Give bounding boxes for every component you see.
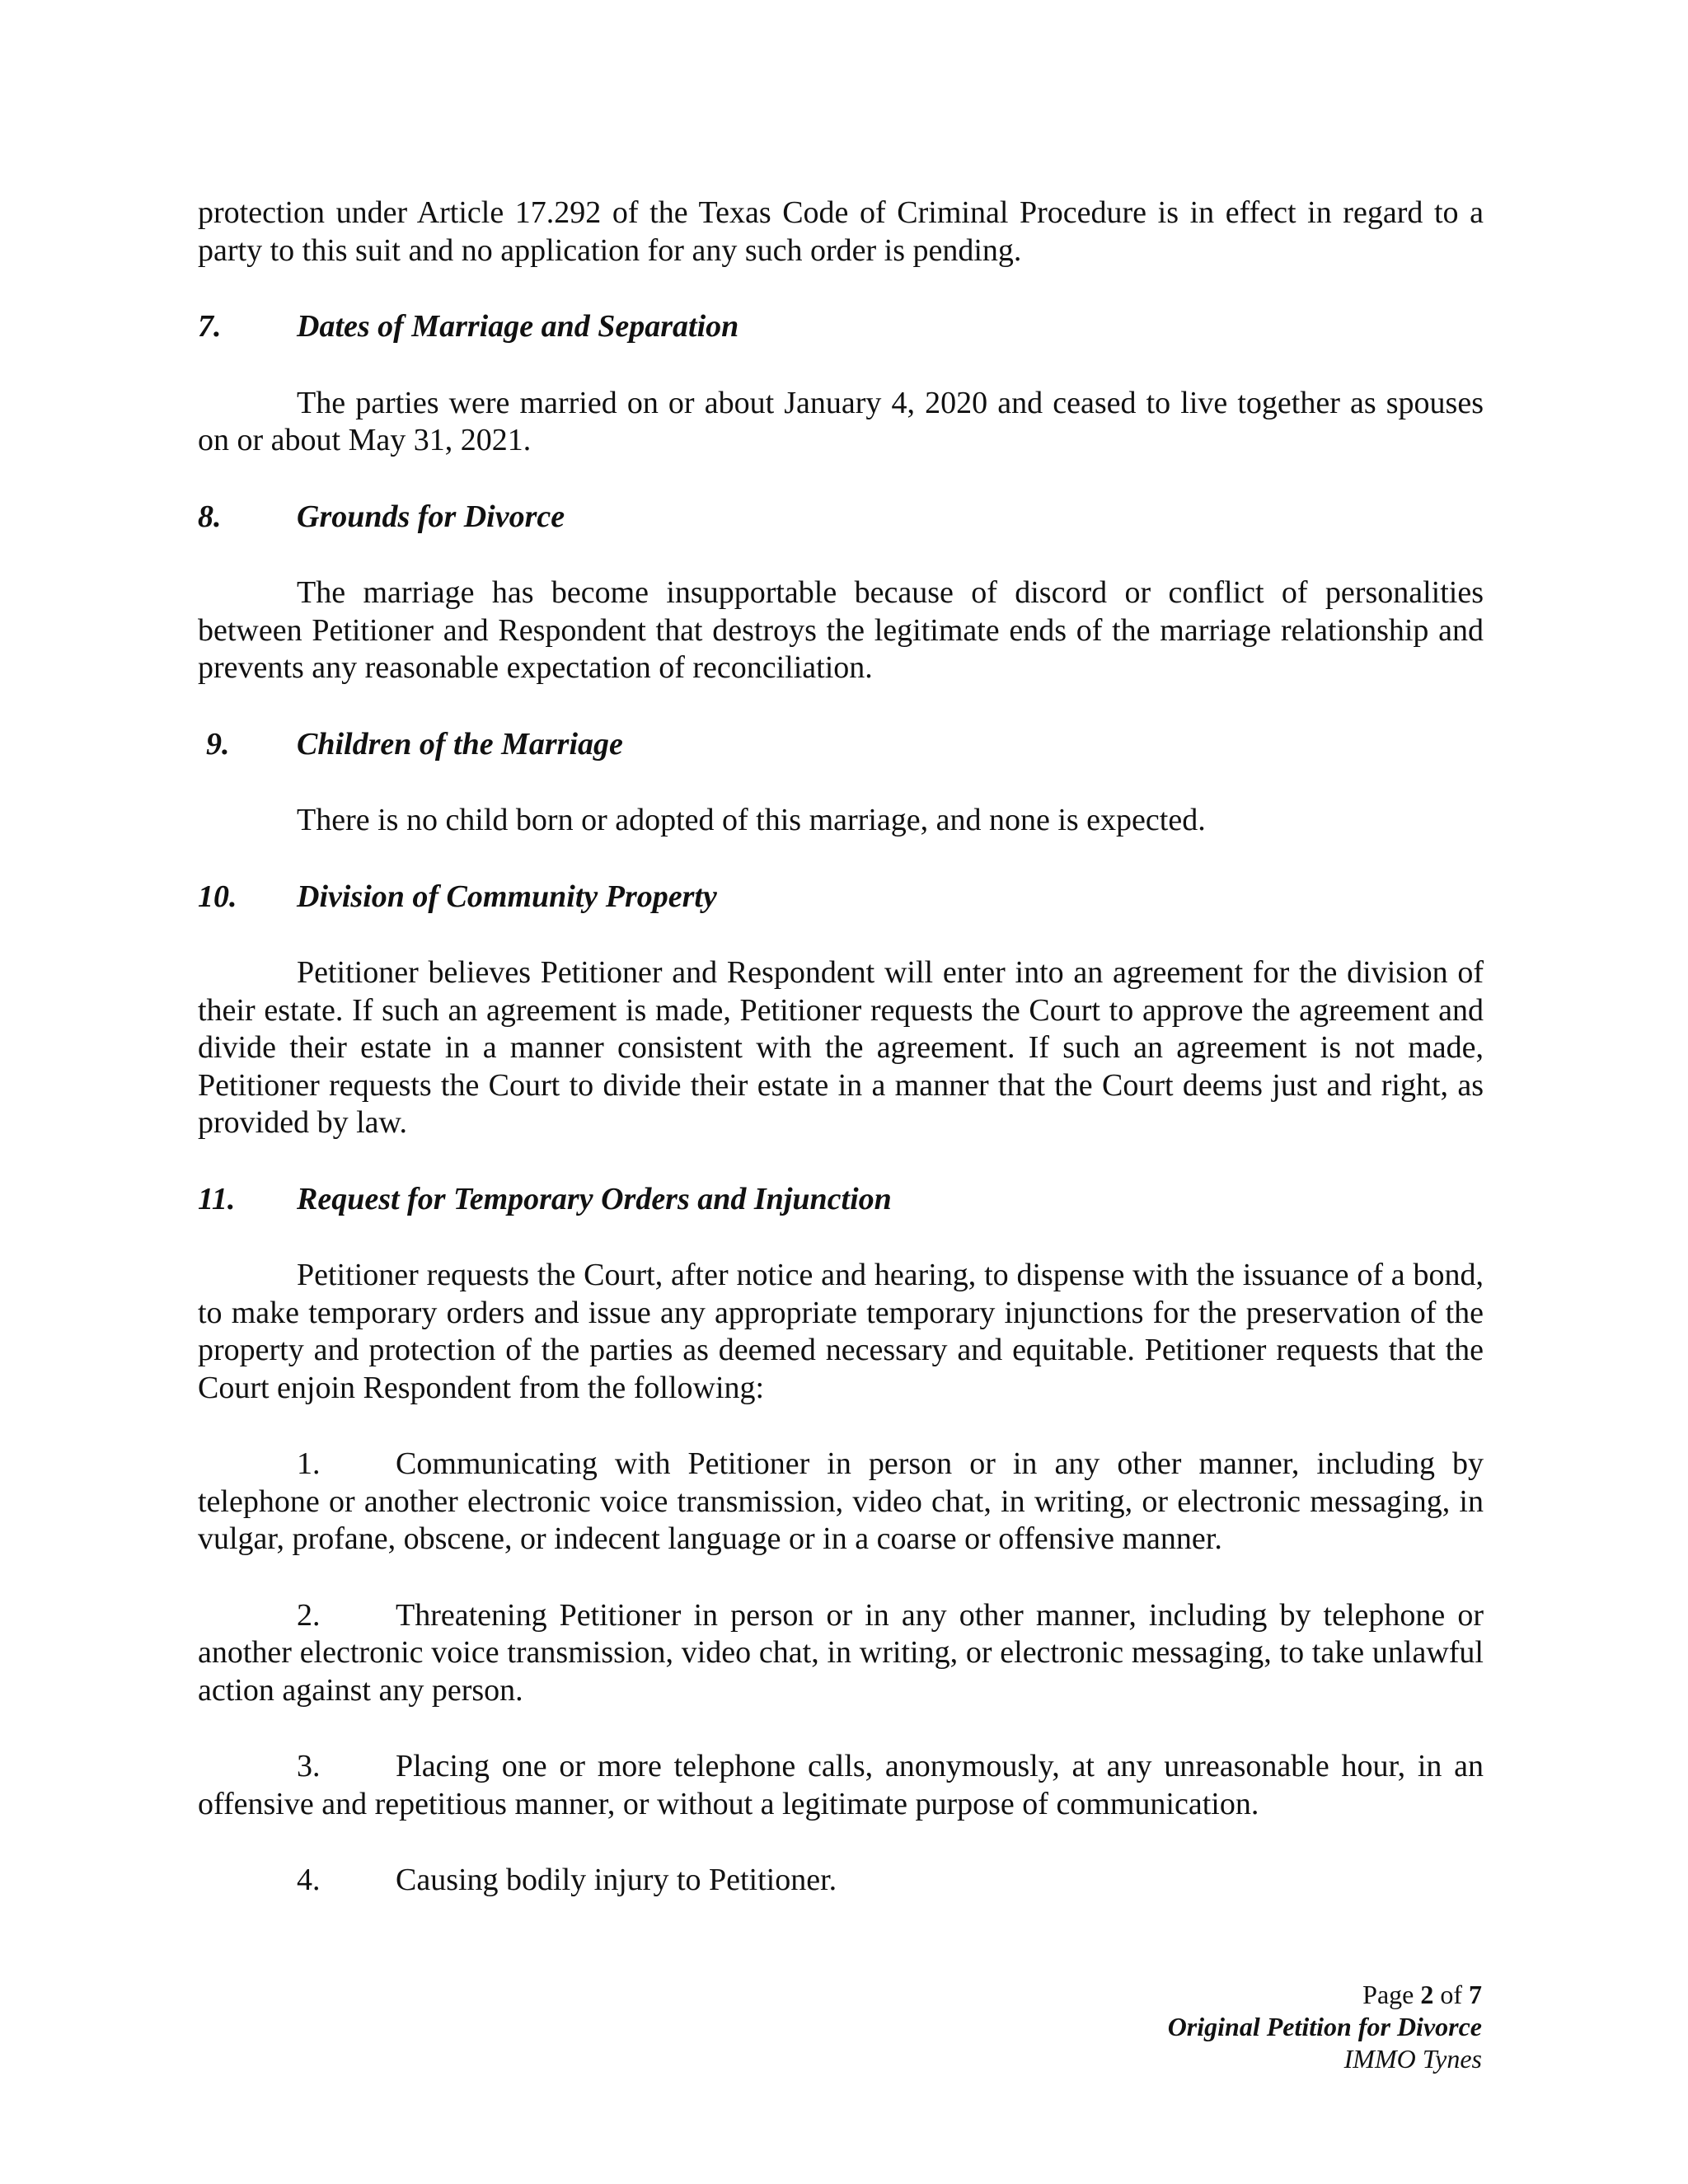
section-number: 11. [198,1181,236,1216]
section-heading-11 [198,1181,1484,1219]
list-item-number: 4. [297,1863,321,1897]
list-item [198,1446,1484,1558]
list-item-number: 2. [297,1597,321,1633]
list-item-text: Threatening Petitioner in person or in any other manner, including by telephone or another electronic voice transmission, video chat, in writing, or electronic messaging, to take unlawful action against any person. [198,1597,1484,1708]
page-word: Page [1362,1980,1414,2009]
section-paragraph: The marriage has become insupportable because of discord or conflict of personalities between Petitioner and Respondent that destroys the legitimate ends of the marriage relationship and prevents any reasonable expectation of reconciliation. [198,575,1484,685]
list-item [198,1862,1484,1900]
section-heading-8 [198,499,1484,537]
page-footer [1168,1979,1482,2075]
section-heading-7 [198,308,1484,346]
section-number: 8. [198,499,222,534]
section-heading-10 [198,879,1484,916]
section-title: Request for Temporary Orders and Injunction [297,1181,892,1216]
document-body [198,194,1484,1900]
section-paragraph: Petitioner requests the Court, after notice and hearing, to dispense with the issuance of a bond, to make temporary orders and issue any appropriate temporary injunctions for the preservation of the property and protection of the parties as deemed necessary and equitable. Petitioner requests that the Court enjoin Respondent from the following: [198,1258,1484,1405]
list-item-text: Placing one or more telephone calls, anonymously, at any unreasonable hour, in an offensive and repetitious manner, or without a legitimate purpose of communication. [198,1749,1484,1821]
section-number: 7. [198,309,222,344]
section-title: Children of the Marriage [297,726,623,762]
list-item [198,1597,1484,1710]
footer-case-name: IMMO Tynes [1343,2044,1482,2074]
section-title: Dates of Marriage and Separation [297,309,739,344]
section-paragraph: Petitioner believes Petitioner and Respondent will enter into an agreement for the division of their estate. If such an agreement is made, Petitioner requests the Court to approve the agreement and divide their estate in a manner consistent with the agreement. If such an agreement is not made, Petitioner requests the Court to divide their estate in a manner that the Court deems just and right, as provided by law. [198,955,1484,1140]
section-title: Division of Community Property [297,879,717,914]
list-item-number: 1. [297,1446,321,1481]
section-number: 9. [206,726,230,762]
section-paragraph: There is no child born or adopted of this marriage, and none is expected. [297,803,1206,837]
of-word: of [1440,1980,1462,2009]
intro-paragraph: protection under Article 17.292 of the Texas Code of Criminal Procedure is in effect in regard to a party to this suit and no application for any such order is pending. [198,195,1484,268]
list-item-text: Causing bodily injury to Petitioner. [396,1863,837,1897]
section-heading-9 [198,726,1484,764]
section-number: 10. [198,879,237,914]
list-item-text: Communicating with Petitioner in person or in any other manner, including by telephone or another electronic voice transmission, video chat, in writing, or electronic messaging, in vulgar, profane, obscene, or indecent language or in a coarse or offensive manner. [198,1446,1484,1556]
section-paragraph: The parties were married on or about January 4, 2020 and ceased to live together as spouses on or about May 31, 2021. [198,385,1484,457]
page-current: 2 [1420,1980,1434,2009]
footer-document-title: Original Petition for Divorce [1167,2012,1482,2041]
section-title: Grounds for Divorce [297,499,565,534]
list-item [198,1748,1484,1823]
page-number-line [1168,1979,1482,2011]
page-total: 7 [1469,1980,1482,2009]
list-item-number: 3. [297,1749,321,1783]
